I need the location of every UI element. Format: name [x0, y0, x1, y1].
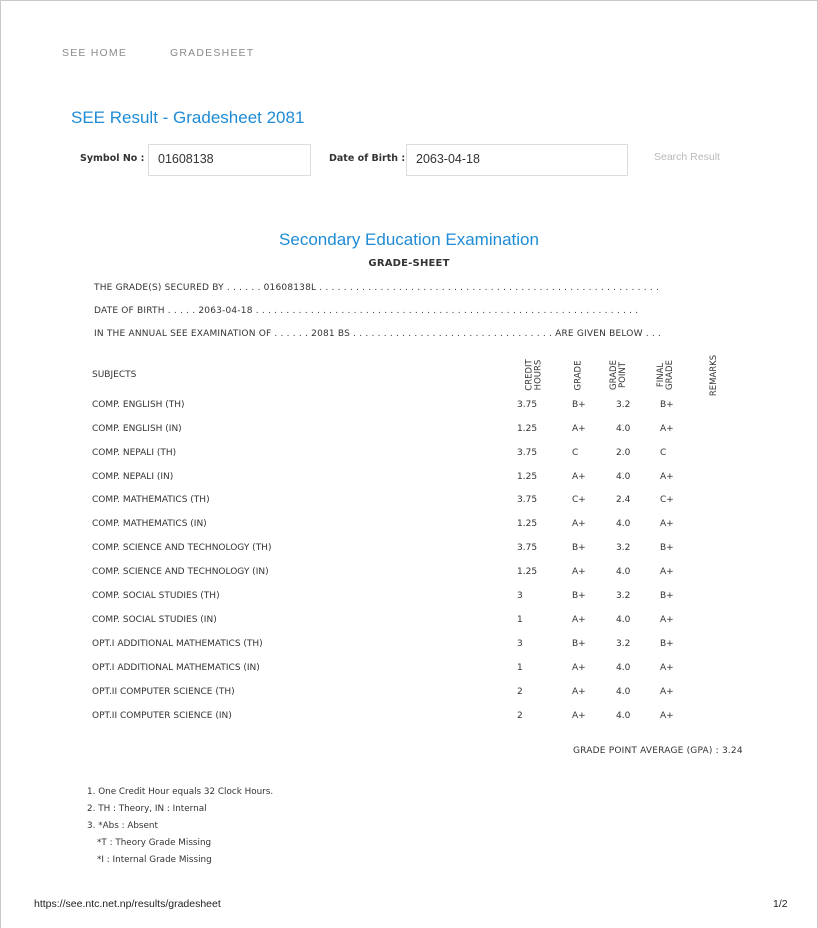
table-row	[0, 711, 818, 725]
grade-cell: A+	[572, 615, 586, 625]
subject-cell: COMP. SOCIAL STUDIES (IN)	[92, 615, 217, 625]
final-grade-cell: B+	[660, 639, 674, 649]
grade-secured-line: THE GRADE(S) SECURED BY . . . . . . 01608138L . . . . . . . . . . . . . . . . . . . . . . . . . . . . . . . . . . . . . . . . . . . . . . . . . . . . . . . .	[94, 283, 660, 293]
subject-cell: OPT.II COMPUTER SCIENCE (IN)	[92, 711, 232, 721]
note-item: 3. *Abs : Absent	[87, 821, 158, 831]
credit-cell: 3	[517, 591, 523, 601]
table-row	[0, 591, 818, 605]
note-item: *I : Internal Grade Missing	[97, 855, 212, 865]
nav-gradesheet-link[interactable]: GRADESHEET	[170, 47, 255, 59]
grade-point-cell: 3.2	[616, 543, 631, 553]
final-grade-header	[655, 352, 677, 398]
grade-point-header	[608, 352, 630, 398]
final-grade-cell: A+	[660, 687, 674, 697]
final-grade-cell: A+	[660, 424, 674, 434]
grade-cell: A+	[572, 687, 586, 697]
final-grade-cell: A+	[660, 519, 674, 529]
grade-point-cell: 4.0	[616, 472, 631, 482]
table-row	[0, 663, 818, 677]
symbol-label: Symbol No :	[80, 153, 145, 164]
final-grade-cell: A+	[660, 472, 674, 482]
nav-see-home-link[interactable]: SEE HOME	[62, 47, 128, 59]
grade-point-cell: 4.0	[616, 711, 631, 721]
grade-cell: B+	[572, 591, 586, 601]
remarks-header-text: REMARKS	[709, 354, 720, 396]
table-row	[0, 615, 818, 629]
final-grade-cell: B+	[660, 543, 674, 553]
credit-hours-header	[524, 352, 546, 398]
grade-point-cell: 3.2	[616, 639, 631, 649]
final-grade-cell: B+	[660, 591, 674, 601]
note-item: 1. One Credit Hour equals 32 Clock Hours.	[87, 787, 274, 797]
grade-point-cell: 2.4	[616, 495, 631, 505]
table-row	[0, 687, 818, 701]
search-form	[80, 144, 740, 176]
subject-cell: OPT.I ADDITIONAL MATHEMATICS (TH)	[92, 639, 263, 649]
note-item: 2. TH : Theory, IN : Internal	[87, 804, 207, 814]
credit-cell: 1	[517, 615, 523, 625]
table-row	[0, 543, 818, 557]
credit-cell: 1.25	[517, 472, 538, 482]
gradesheet-heading: GRADE-SHEET	[368, 258, 450, 269]
final-grade-cell: C+	[660, 495, 674, 505]
subject-cell: COMP. NEPALI (TH)	[92, 448, 177, 458]
subject-cell: COMP. SCIENCE AND TECHNOLOGY (TH)	[92, 543, 272, 553]
credit-cell: 1.25	[517, 567, 538, 577]
grade-point-cell: 4.0	[616, 519, 631, 529]
grade-point-cell: 4.0	[616, 424, 631, 434]
grade-point-cell: 2.0	[616, 448, 631, 458]
grade-point-cell: 4.0	[616, 687, 631, 697]
dob-line: DATE OF BIRTH . . . . . 2063-04-18 . . . . . . . . . . . . . . . . . . . . . . . . . . . . . . . . . . . . . . . . . . . . . . . . . . . . . . . . . . . . . . .	[94, 306, 639, 316]
credit-cell: 1	[517, 663, 523, 673]
gpa-summary: GRADE POINT AVERAGE (GPA) : 3.24	[573, 746, 743, 756]
credit-cell: 3.75	[517, 400, 538, 410]
subject-cell: COMP. NEPALI (IN)	[92, 472, 174, 482]
remarks-header	[704, 352, 726, 398]
grade-cell: A+	[572, 472, 586, 482]
subject-cell: COMP. SCIENCE AND TECHNOLOGY (IN)	[92, 567, 269, 577]
final-grade-cell: A+	[660, 711, 674, 721]
table-row	[0, 448, 818, 462]
credit-cell: 3.75	[517, 448, 538, 458]
grade-header	[568, 352, 590, 398]
exam-line: IN THE ANNUAL SEE EXAMINATION OF . . . . . . 2081 BS . . . . . . . . . . . . . . . . . . . . . . . . . . . . . . . . . ARE GIVEN BELOW . . .	[94, 329, 662, 339]
credit-cell: 2	[517, 687, 523, 697]
final-grade-cell: C	[660, 448, 667, 458]
grade-cell: C	[572, 448, 579, 458]
exam-title: Secondary Education Examination	[279, 230, 539, 249]
subject-cell: COMP. MATHEMATICS (TH)	[92, 495, 210, 505]
table-row	[0, 424, 818, 438]
grade-point-cell: 3.2	[616, 591, 631, 601]
search-result-button[interactable]: Search Result	[654, 151, 720, 163]
grade-point-cell: 4.0	[616, 663, 631, 673]
subjects-header: SUBJECTS	[92, 370, 137, 380]
result-title: SEE Result - Gradesheet 2081	[71, 108, 305, 127]
subject-cell: COMP. ENGLISH (TH)	[92, 400, 185, 410]
subject-cell: OPT.II COMPUTER SCIENCE (TH)	[92, 687, 235, 697]
dob-label: Date of Birth :	[329, 153, 406, 164]
subject-cell: COMP. MATHEMATICS (IN)	[92, 519, 207, 529]
grade-cell: B+	[572, 400, 586, 410]
grade-cell: A+	[572, 663, 586, 673]
grade-cell: A+	[572, 711, 586, 721]
footer-url: https://see.ntc.net.np/results/gradesheet	[34, 898, 221, 910]
final-grade-cell: A+	[660, 615, 674, 625]
credit-cell: 3.75	[517, 543, 538, 553]
grade-cell: A+	[572, 567, 586, 577]
note-item: *T : Theory Grade Missing	[97, 838, 212, 848]
footer-page-number: 1/2	[773, 898, 788, 910]
table-row	[0, 639, 818, 653]
table-row	[0, 567, 818, 581]
grade-cell: A+	[572, 424, 586, 434]
subject-cell: OPT.I ADDITIONAL MATHEMATICS (IN)	[92, 663, 260, 673]
table-row	[0, 400, 818, 414]
grade-cell: B+	[572, 543, 586, 553]
table-row	[0, 495, 818, 509]
grade-cell: A+	[572, 519, 586, 529]
final-grade-cell: A+	[660, 567, 674, 577]
notes-section	[87, 784, 273, 869]
dob-input[interactable]: 2063-04-18	[406, 144, 628, 176]
subject-cell: COMP. ENGLISH (IN)	[92, 424, 182, 434]
top-nav	[62, 47, 254, 59]
subject-cell: COMP. SOCIAL STUDIES (TH)	[92, 591, 220, 601]
credit-cell: 2	[517, 711, 523, 721]
table-row	[0, 472, 818, 486]
table-row	[0, 519, 818, 533]
credit-hours-header-text: CREDIT HOURS	[525, 359, 544, 391]
grade-point-cell: 3.2	[616, 400, 631, 410]
grade-header-text: GRADE	[573, 360, 584, 390]
symbol-input[interactable]: 01608138	[148, 144, 311, 176]
final-grade-cell: B+	[660, 400, 674, 410]
credit-cell: 3.75	[517, 495, 538, 505]
credit-cell: 1.25	[517, 424, 538, 434]
grade-point-header-text: GRADE POINT	[609, 360, 629, 390]
grade-cell: C+	[572, 495, 586, 505]
grade-point-cell: 4.0	[616, 567, 631, 577]
final-grade-cell: A+	[660, 663, 674, 673]
final-grade-header-text: FINAL GRADE	[656, 360, 676, 390]
credit-cell: 1.25	[517, 519, 538, 529]
grade-point-cell: 4.0	[616, 615, 631, 625]
grade-cell: B+	[572, 639, 586, 649]
credit-cell: 3	[517, 639, 523, 649]
